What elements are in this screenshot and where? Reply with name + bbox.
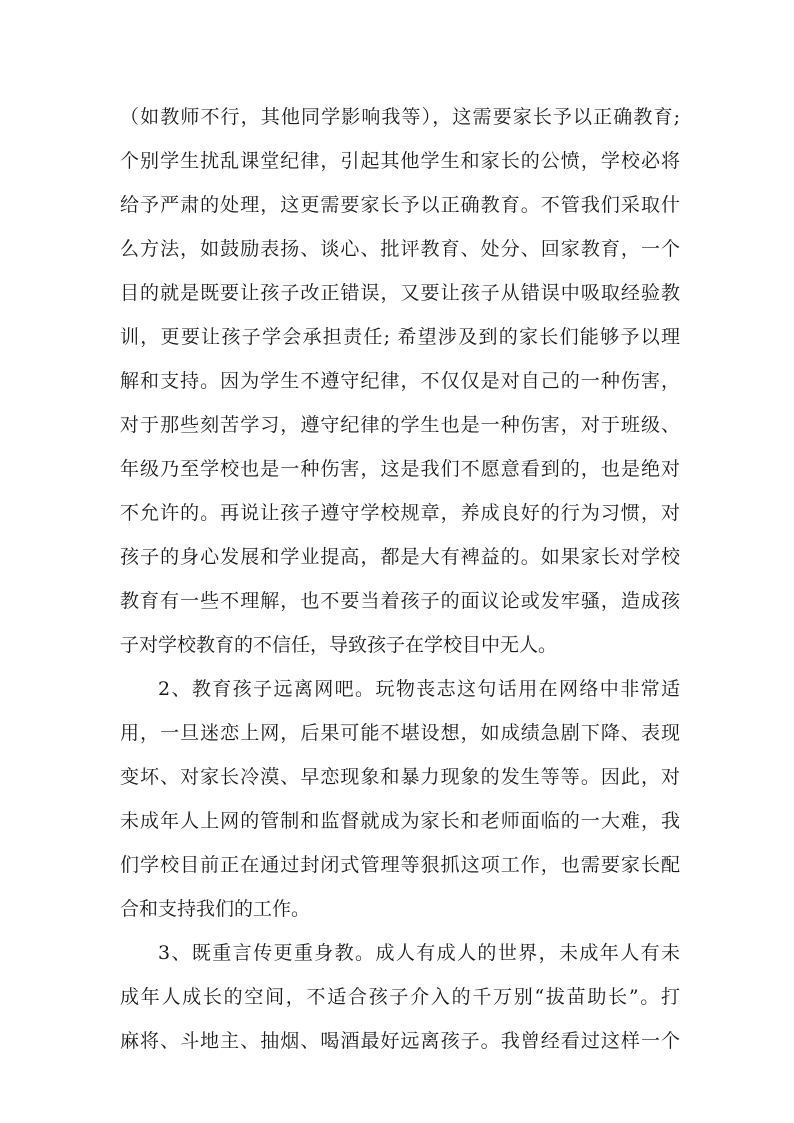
text-line: 麻将、斗地主、抽烟、喝酒最好远离孩子。我曾经看过这样一个 bbox=[120, 1030, 680, 1052]
text-line: 目的就是既要让孩子改正错误，又要让孩子从错误中吸取经验教 bbox=[120, 282, 680, 304]
text-line: 不允许的。再说让孩子遵守学校规章，养成良好的行为习惯，对 bbox=[120, 502, 680, 524]
text-line: 变坏、对家长冷漠、早恋现象和暴力现象的发生等等。因此，对 bbox=[120, 766, 680, 788]
text-line: 2、教育孩子远离网吧。玩物丧志这句话用在网络中非常适 bbox=[158, 678, 680, 700]
text-line: 对于那些刻苦学习，遵守纪律的学生也是一种伤害，对于班级、 bbox=[120, 414, 680, 436]
text-line: 孩子的身心发展和学业提高，都是大有裨益的。如果家长对学校 bbox=[120, 546, 680, 568]
text-line: 成年人成长的空间，不适合孩子介入的千万别“拔苗助长”。打 bbox=[120, 986, 680, 1008]
text-line: 年级乃至学校也是一种伤害，这是我们不愿意看到的，也是绝对 bbox=[120, 458, 680, 480]
body-text bbox=[120, 95, 680, 1063]
text-line: 解和支持。因为学生不遵守纪律，不仅仅是对自己的一种伤害， bbox=[120, 370, 680, 392]
text-line: 们学校目前正在通过封闭式管理等狠抓这项工作，也需要家长配 bbox=[120, 854, 680, 876]
text-line: 子对学校教育的不信任，导致孩子在学校目中无人。 bbox=[120, 634, 558, 656]
text-line: 么方法，如鼓励表扬、谈心、批评教育、处分、回家教育，一个 bbox=[120, 238, 680, 260]
text-line: 用，一旦迷恋上网，后果可能不堪设想，如成绩急剧下降、表现 bbox=[120, 722, 680, 744]
text-line: 个别学生扰乱课堂纪律，引起其他学生和家长的公愤，学校必将 bbox=[120, 150, 680, 172]
text-line: 训，更要让孩子学会承担责任; 希望涉及到的家长们能够予以理 bbox=[120, 326, 680, 348]
text-line: 未成年人上网的管制和监督就成为家长和老师面临的一大难，我 bbox=[120, 810, 680, 832]
text-line: 3、既重言传更重身教。成人有成人的世界，未成年人有未 bbox=[158, 942, 680, 964]
text-line: （如教师不行，其他同学影响我等），这需要家长予以正确教育; bbox=[120, 106, 680, 128]
text-line: 合和支持我们的工作。 bbox=[120, 898, 311, 920]
text-line: 教育有一些不理解，也不要当着孩子的面议论或发牢骚，造成孩 bbox=[120, 590, 680, 612]
text-line: 给予严肃的处理，这更需要家长予以正确教育。不管我们采取什 bbox=[120, 194, 680, 216]
